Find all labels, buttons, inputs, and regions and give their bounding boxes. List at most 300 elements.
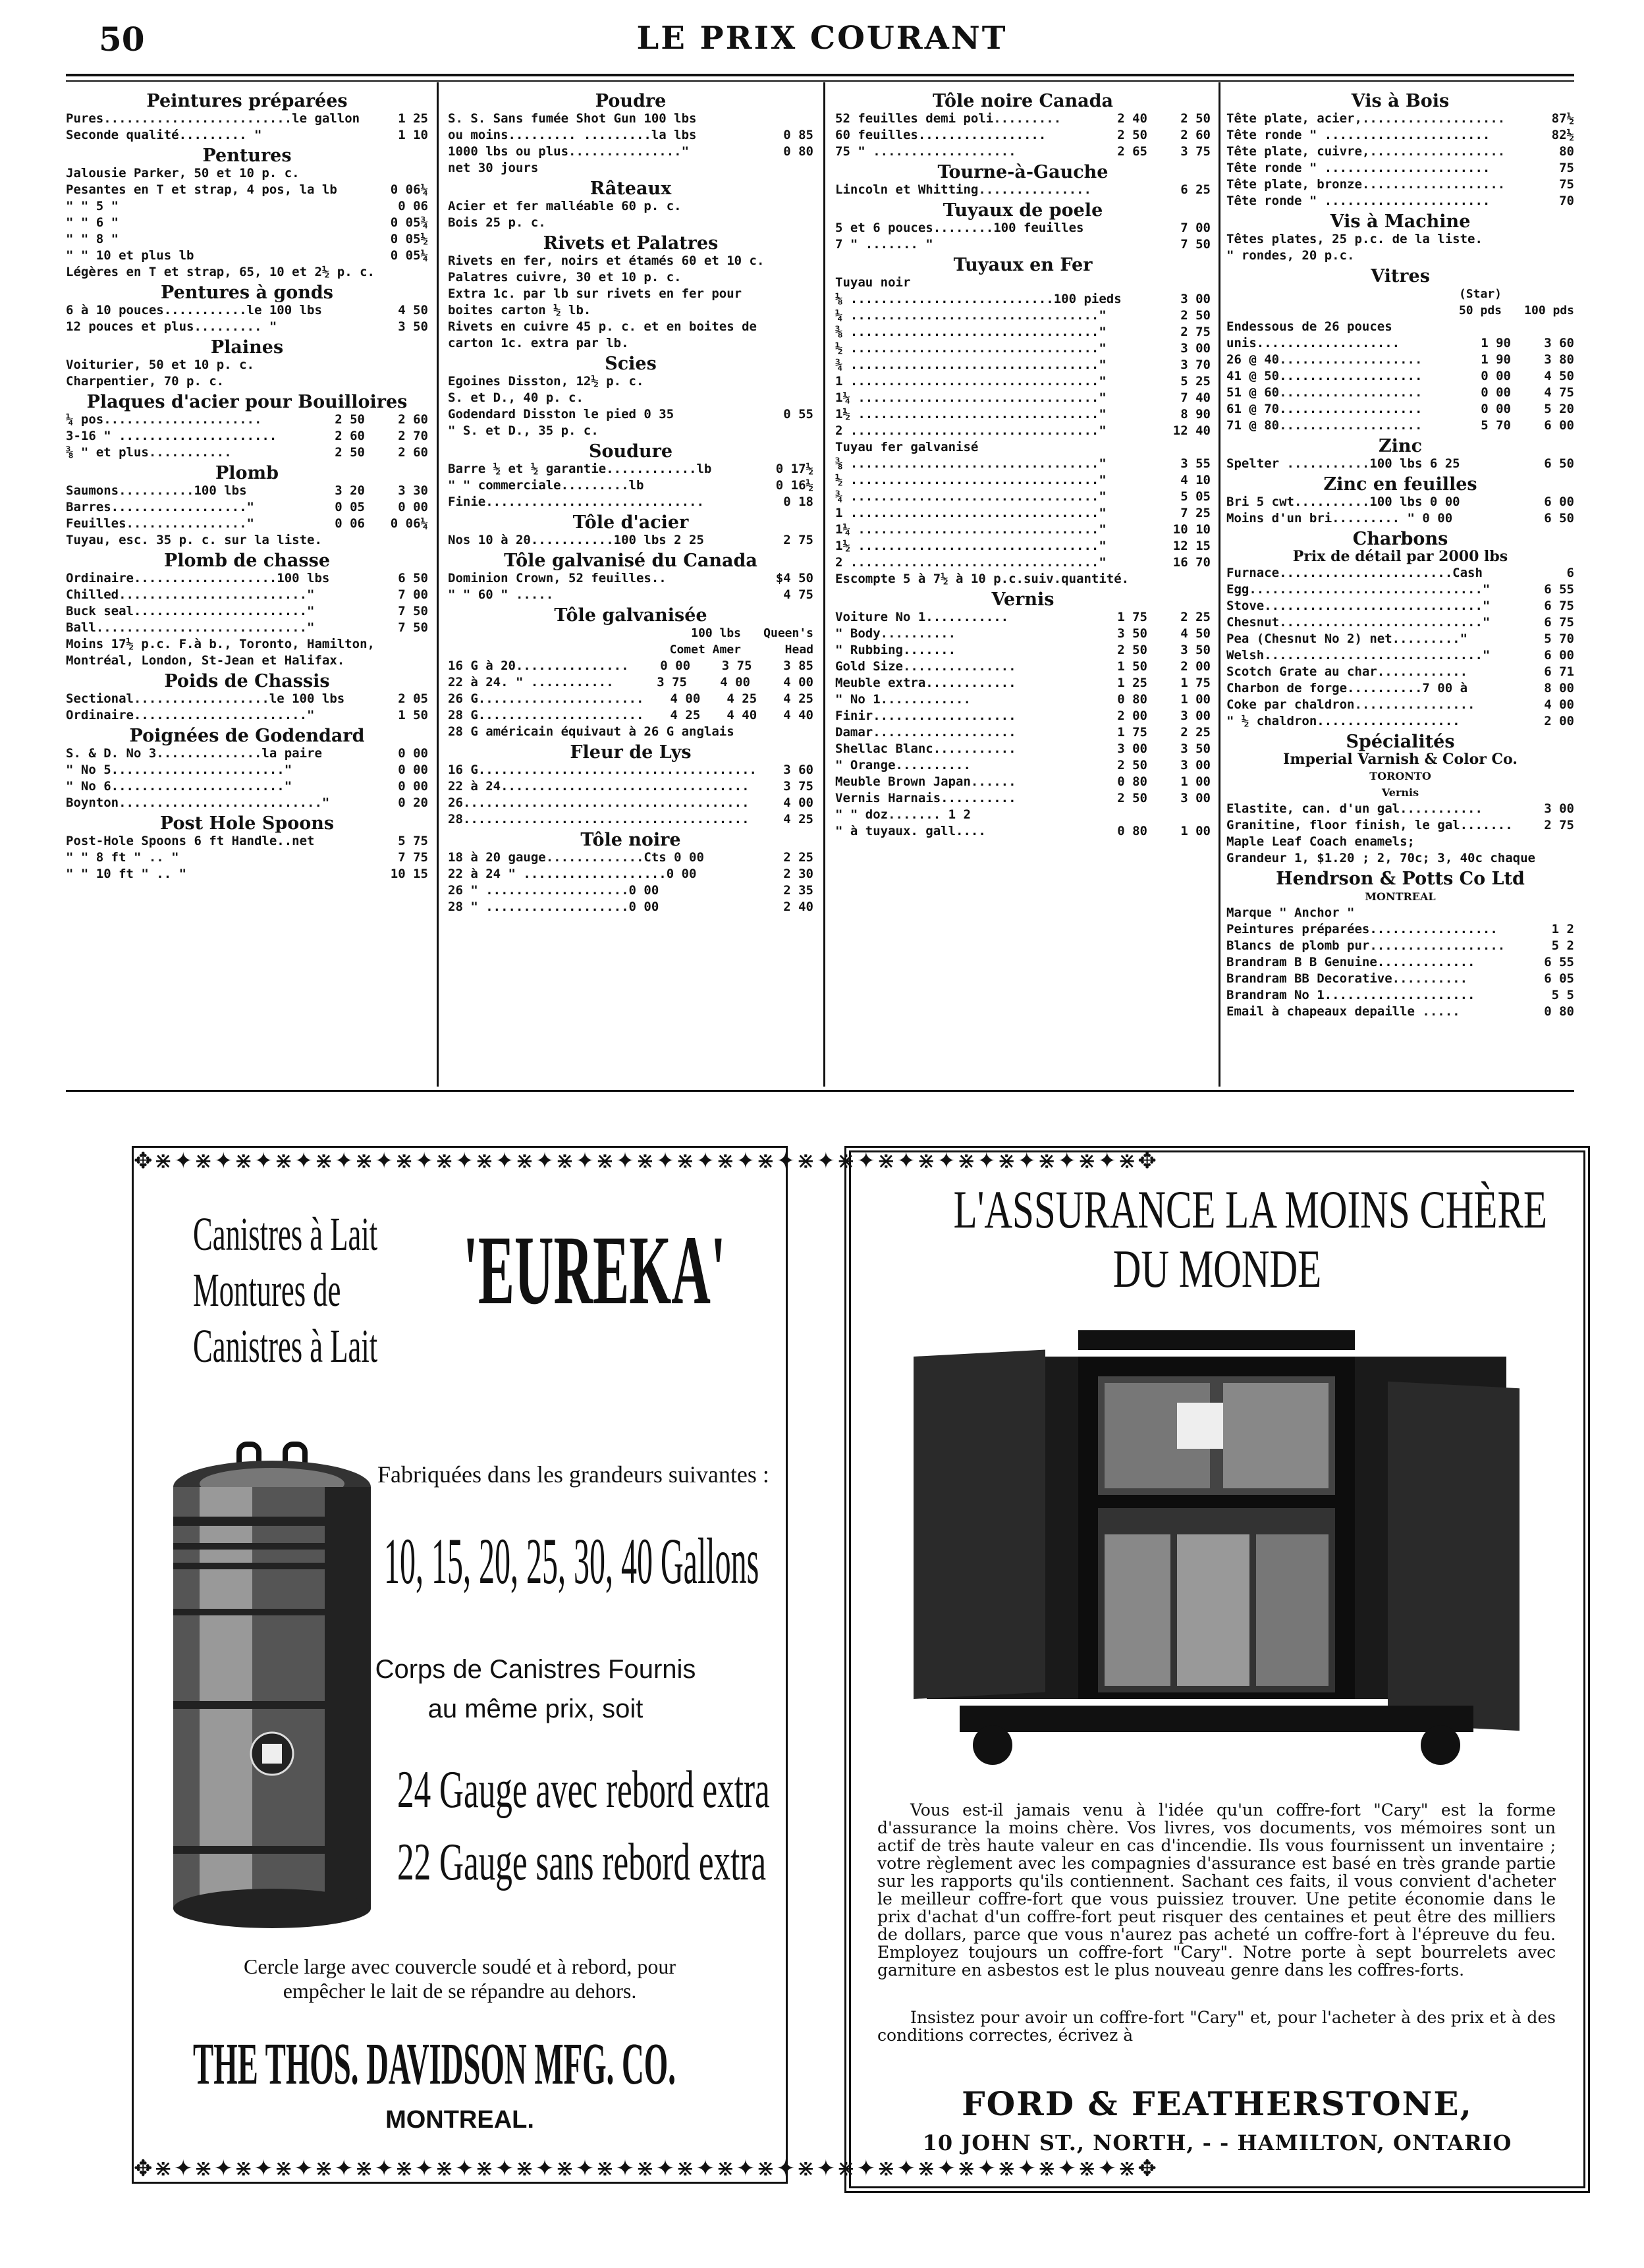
item-price: 3 00: [1180, 292, 1211, 306]
price-row: [448, 658, 813, 674]
item-price: 4 00: [783, 675, 813, 689]
item-price: 2 50: [1117, 643, 1147, 657]
price-row: [1226, 834, 1574, 850]
item-label: net 30 jours: [448, 161, 539, 175]
item-price: 2 50: [1117, 128, 1147, 142]
price-row: [66, 778, 428, 795]
item-label: Tuyau fer galvanisé: [835, 440, 979, 454]
item-price: 0 17½: [775, 462, 813, 476]
price-column-3: [835, 89, 1211, 840]
corps-text-2: au même prix, soit: [427, 1694, 644, 1723]
item-label: 51 @ 60...................: [1226, 385, 1423, 400]
price-row: [66, 532, 428, 549]
price-row: [448, 724, 813, 740]
item-price: 2 75: [1544, 818, 1574, 832]
price-row: [448, 319, 813, 335]
ad-body: Vous est-il jamais venu à l'idée qu'un coffre-fort "Cary" est la forme d'assurance la moins chère. Vos livres, vos documents, vos mémoires sont un actif de très haute valeur en cas d'incendie. Ils vous fournissent un inventaire ; votre règlement avec les compagnies d'assurance est basé en très grande partie sur les rapports qu'ils contiennent. Sachant ces faits, il vous convient d'acheter le meilleur coffre-fort que vous puissiez trouver. Une petite économie dans le prix d'achat d'un coffre-fort peut risquer des centaines et peut être des milliers de dollars, parce que vous n'aurez pas acheté un coffre-fort à l'épreuve du feu. Employez toujours un coffre-fort "Cary". Notre porte à sept bourrelets avec garniture en asbestos est le plus nouveau genre dans les coffres-forts.: [877, 1800, 1556, 1980]
price-row: [835, 708, 1211, 724]
item-price: 0 06: [398, 199, 428, 213]
price-row: [1226, 954, 1574, 971]
price-row: [448, 866, 813, 882]
price-row: [835, 538, 1211, 554]
item-label: " No 5.......................": [66, 763, 292, 777]
item-label: 2 .................................": [835, 555, 1107, 570]
price-row: [66, 182, 428, 198]
section-title: Pentures: [202, 146, 292, 166]
item-label: Charpentier, 70 p. c.: [66, 374, 225, 389]
item-label: " " 8 ": [66, 232, 119, 246]
price-row: [1226, 193, 1574, 209]
item-label: Tête plate, acier,...................: [1226, 111, 1506, 126]
item-label: Pures.........................le gallon: [66, 111, 360, 126]
price-row: [448, 373, 813, 390]
price-row: [1226, 713, 1574, 730]
page-title: LE PRIX COURANT: [636, 20, 1008, 57]
header-rule: [66, 74, 1574, 76]
item-label: 12 pouces et plus......... ": [66, 319, 277, 334]
price-row: [835, 774, 1211, 790]
sizes-text: 10, 15, 20, 25, 30, 40 Gallons: [384, 1525, 759, 1598]
price-row: [448, 532, 813, 549]
item-price: 6 55: [1544, 582, 1574, 597]
section-title: Peintures préparées: [146, 91, 348, 111]
item-label: " Orange..........: [835, 758, 971, 772]
section-title: Vis à Machine: [1330, 211, 1471, 232]
item-label: Damar...................: [835, 725, 1016, 740]
item-price: 1 10: [398, 128, 428, 142]
item-price: 3 00: [1180, 341, 1211, 356]
section-subtitle: TORONTO: [1369, 770, 1431, 782]
item-label: Escompte 5 à 7½ à 10 p.c.suiv.quantité.: [835, 572, 1130, 586]
price-row: [835, 127, 1211, 144]
item-price: 6 55: [1544, 955, 1574, 969]
item-price: 5 25: [1180, 374, 1211, 389]
price-row: [1226, 385, 1574, 401]
price-row: [66, 866, 428, 882]
price-row: [835, 111, 1211, 127]
item-label: Email à chapeaux depaille .....: [1226, 1004, 1460, 1019]
item-label: " " 10 ft " .. ": [66, 867, 187, 881]
price-row: [448, 198, 813, 215]
item-label: 1½ ................................": [835, 407, 1107, 421]
item-label: Jalousie Parker, 50 et 10 p. c.: [66, 166, 300, 180]
item-price: 8 90: [1180, 407, 1211, 421]
item-label: Marque " Anchor ": [1226, 905, 1355, 920]
item-label: " No 6.......................": [66, 779, 292, 794]
price-row: [835, 406, 1211, 423]
item-price: 2 50: [335, 412, 365, 427]
price-row: [835, 390, 1211, 406]
item-label: Blancs de plomb pur..................: [1226, 938, 1506, 953]
item-price: 3 80: [1544, 352, 1574, 367]
item-label: Légères en T et strap, 65, 10 et 2½ p. c.: [66, 265, 375, 279]
price-row: [1226, 335, 1574, 352]
price-row: [835, 489, 1211, 505]
price-row: [835, 554, 1211, 571]
page-number: 50: [99, 20, 145, 59]
item-price: 4 25: [783, 691, 813, 706]
item-price: 1 75: [1117, 610, 1147, 624]
item-label: Meuble Brown Japan......: [835, 774, 1016, 789]
item-label: unis...................: [1226, 336, 1400, 350]
item-label: Finie.............................: [448, 495, 704, 509]
item-price: 2 65: [1117, 144, 1147, 159]
item-price: 3 60: [783, 763, 813, 777]
item-price: 6 25: [1180, 182, 1211, 197]
ad-body-insist: Insistez pour avoir un coffre-fort "Cary" et, pour l'acheter à des prix et à des conditions correctes, écrivez à: [877, 2008, 1556, 2045]
price-row: [66, 264, 428, 281]
item-price: 5 70: [1544, 632, 1574, 646]
item-label: Scotch Grate au char............: [1226, 664, 1468, 679]
item-label: " S. et D., 35 p. c.: [448, 423, 599, 438]
column-header-cell: 50 pds: [1458, 304, 1502, 317]
item-label: Tête ronde " ......................: [1226, 161, 1491, 175]
canister-line3: Canistres à Lait: [193, 1320, 378, 1372]
item-label: ⅜ " et plus...........: [66, 445, 232, 460]
section-title: Post Hole Spoons: [159, 813, 335, 834]
item-label: Welsh.............................": [1226, 648, 1491, 662]
price-row: [448, 253, 813, 269]
price-row: [1226, 127, 1574, 144]
item-label: 1¼ ................................": [835, 522, 1107, 537]
price-row: [66, 231, 428, 248]
item-label: 60 feuilles.................: [835, 128, 1047, 142]
item-price: [1448, 319, 1511, 335]
item-price: 2 60: [398, 445, 428, 460]
price-row: [448, 269, 813, 286]
item-price: 4 25: [783, 812, 813, 826]
item-label: Brandram No 1....................: [1226, 988, 1475, 1002]
price-column-2: [448, 89, 813, 915]
item-label: Charbon de forge..........7 00 à: [1226, 681, 1468, 695]
price-row: [1226, 144, 1574, 160]
item-label: " Body..........: [835, 626, 956, 641]
price-row: [1226, 456, 1574, 472]
item-label: ¼ pos.....................: [66, 412, 262, 427]
item-label: ⅛ ...........................100 pieds: [835, 292, 1122, 306]
section-title: Tuyaux de poele: [943, 200, 1103, 221]
item-label: Finir...................: [835, 709, 1016, 723]
ad-title-line2: DU MONDE: [1112, 1239, 1322, 1299]
item-label: Chesnut...........................": [1226, 615, 1491, 630]
item-price: 1 25: [398, 111, 428, 126]
price-row: [1226, 647, 1574, 664]
item-label: Tuyau, esc. 35 p. c. sur la liste.: [66, 533, 322, 547]
item-price: 6 75: [1544, 599, 1574, 613]
item-label: S. & D. No 3..............la paire: [66, 746, 322, 761]
item-label: Egoines Disston, 12½ p. c.: [448, 374, 644, 389]
section-title: Zinc en feuilles: [1323, 474, 1477, 495]
price-row: [66, 127, 428, 144]
item-price: 2 35: [783, 883, 813, 898]
price-row: [835, 291, 1211, 308]
item-label: " à tuyaux. gall....: [835, 824, 986, 838]
item-label: 2 .................................": [835, 423, 1107, 438]
price-row: [835, 220, 1211, 236]
item-price: 3 50: [1180, 643, 1211, 657]
item-label: 1 .................................": [835, 506, 1107, 520]
column-header: [448, 641, 813, 658]
item-price: 0 20: [398, 796, 428, 810]
price-row: [1226, 319, 1574, 335]
item-label: " No 1............: [835, 692, 971, 707]
item-price: 0 55: [783, 407, 813, 421]
gauge-24-text: 24 Gauge avec rebord extra: [397, 1761, 770, 1819]
item-label: Barres..................": [66, 500, 254, 514]
item-label: 22 à 24. " ...........: [448, 675, 614, 689]
item-price: 6 00: [1544, 418, 1574, 433]
item-price: 2 75: [783, 533, 813, 547]
price-row: [66, 483, 428, 499]
item-price: 70: [1559, 194, 1574, 208]
item-price: 2 00: [1544, 714, 1574, 728]
item-label: 3-16 " .....................: [66, 429, 277, 443]
price-row: [1226, 905, 1574, 921]
item-label: S. et D., 40 p. c.: [448, 391, 584, 405]
item-price: 2 30: [783, 867, 813, 881]
price-row: [448, 335, 813, 352]
item-label: S. S. Sans fumée Shot Gun 100 lbs: [448, 111, 697, 126]
item-label: " " 60 " .....: [448, 587, 554, 602]
item-price: 82½: [1551, 128, 1574, 142]
item-price: 7 00: [398, 587, 428, 602]
item-label: Moins 17½ p.c. F.à b., Toronto, Hamilton,: [66, 637, 375, 651]
canister-line1: Canistres à Lait: [193, 1208, 378, 1260]
price-row: [835, 236, 1211, 253]
item-price: 0 06¼: [390, 516, 428, 531]
price-row: [1226, 614, 1574, 631]
price-row: [1226, 368, 1574, 385]
price-row: [66, 248, 428, 264]
price-row: [835, 472, 1211, 489]
price-row: [448, 778, 813, 795]
item-price: 0 80: [783, 144, 813, 159]
price-row: [835, 675, 1211, 691]
item-price: 1 25: [1117, 676, 1147, 690]
item-price: 4 50: [1544, 369, 1574, 383]
item-price: 5 70: [1481, 418, 1511, 433]
item-price: 2 50: [335, 445, 365, 460]
item-price: 2 50: [1117, 791, 1147, 805]
price-row: [835, 642, 1211, 659]
item-label: Boynton...........................": [66, 796, 330, 810]
price-row: [1226, 160, 1574, 176]
price-row: [835, 626, 1211, 642]
price-row: [66, 620, 428, 636]
item-label: " " 8 ft " .. ": [66, 850, 179, 865]
section-title: Soudure: [588, 441, 673, 462]
item-price: 80: [1559, 144, 1574, 159]
item-price: 0 06: [335, 516, 365, 531]
item-price: 3 30: [398, 483, 428, 498]
price-row: [1226, 817, 1574, 834]
item-price: 1 90: [1481, 352, 1511, 367]
column-header: [448, 625, 813, 641]
item-label: 1¼ ................................": [835, 391, 1107, 405]
item-label: " rondes, 20 p.c.: [1226, 248, 1355, 263]
item-price: 7 50: [398, 620, 428, 635]
item-price: 3 75: [1180, 144, 1211, 159]
price-row: [1226, 111, 1574, 127]
item-label: 26 @ 40...................: [1226, 352, 1423, 367]
price-row: [835, 741, 1211, 757]
section-title: Tourne-à-Gauche: [937, 162, 1109, 182]
price-row: [835, 790, 1211, 807]
item-label: 7 " ....... ": [835, 237, 933, 252]
price-row: [448, 215, 813, 231]
price-row: [1226, 850, 1574, 867]
section-title: Poignées de Godendard: [129, 726, 365, 746]
item-label: Extra 1c. par lb sur rivets en fer pour: [448, 286, 742, 301]
section-title: Hendrson & Potts Co Ltd: [1276, 869, 1525, 889]
section-title: Plaines: [210, 337, 284, 358]
item-price: 3 75: [657, 675, 687, 689]
section-title: Fleur de Lys: [570, 742, 692, 763]
item-label: Maple Leaf Coach enamels;: [1226, 834, 1415, 849]
price-row: [66, 198, 428, 215]
section-title: Tôle noire Canada: [932, 91, 1114, 111]
price-row: [835, 340, 1211, 357]
item-price: 0 80: [1544, 1004, 1574, 1019]
item-label: Tête ronde " ......................: [1226, 128, 1491, 142]
price-row: [66, 587, 428, 603]
item-label: 52 feuilles demi poli.........: [835, 111, 1062, 126]
item-price: 3 50: [1117, 626, 1147, 641]
price-row: [835, 571, 1211, 587]
price-row: [1226, 801, 1574, 817]
item-label: ½ .................................": [835, 473, 1107, 487]
item-price: 3 20: [335, 483, 365, 498]
price-row: [1226, 231, 1574, 248]
price-row: [1226, 697, 1574, 713]
item-price: 0 06¼: [390, 182, 428, 197]
item-label: Nos 10 à 20...........100 lbs 2 25: [448, 533, 704, 547]
price-row: [835, 807, 1211, 823]
item-label: 61 @ 70...................: [1226, 402, 1423, 416]
price-row: [448, 127, 813, 144]
price-row: [1226, 565, 1574, 581]
item-label: Moins d'un bri......... " 0 00: [1226, 511, 1453, 526]
column-header-cell: [1502, 286, 1574, 302]
item-price: 0 85: [783, 128, 813, 142]
item-label: 75 " ...................: [835, 144, 1016, 159]
price-row: [1226, 971, 1574, 987]
item-label: ⅜ .................................": [835, 456, 1107, 471]
price-row: [835, 757, 1211, 774]
item-price: 0 80: [1117, 824, 1147, 838]
price-column-4: [1226, 89, 1574, 1020]
item-price: 0 16½: [775, 478, 813, 493]
price-row: [66, 636, 428, 653]
price-row: [835, 275, 1211, 291]
item-price: 10 15: [390, 867, 428, 881]
item-label: Grandeur 1, $1.20 ; 2, 70c; 3, 40c chaque: [1226, 851, 1535, 865]
cary-safe-advertisement: [844, 1146, 1590, 2193]
safe-illustration: [914, 1317, 1520, 1778]
item-price: 2 25: [783, 850, 813, 865]
ornament-border-top: ✥⋇✦⋇✦⋇✦⋇✦⋇✦⋇✦⋇✦⋇✦⋇✦⋇✦⋇✦⋇✦⋇✦⋇✦⋇✦⋇✦⋇✦⋇✦⋇✦⋇✦⋇✦⋇✦⋇✦⋇✦⋇✥: [134, 1148, 1158, 1174]
item-price: 0 80: [1117, 692, 1147, 707]
section-title: Poudre: [595, 91, 667, 111]
item-price: 2 50: [1180, 308, 1211, 323]
item-price: 2 40: [783, 900, 813, 914]
price-row: [448, 406, 813, 423]
price-row: [448, 587, 813, 603]
column-header-cell: Comet Amer: [669, 643, 741, 657]
column-header-cell: 100 lbs: [691, 626, 741, 640]
section-title: Tuyaux en Fer: [953, 255, 1093, 275]
column-divider: [1219, 82, 1220, 1087]
item-label: 6 à 10 pouces...........le 100 lbs: [66, 303, 322, 317]
item-price: 3 00: [1180, 709, 1211, 723]
price-row: [66, 850, 428, 866]
item-price: 0 18: [783, 495, 813, 509]
eureka-brand: 'EUREKA': [463, 1216, 726, 1325]
column-header-cell: [448, 641, 669, 658]
item-label: Shellac Blanc...........: [835, 742, 1016, 756]
company-name: THE THOS. DAVIDSON MFG. CO.: [193, 2032, 676, 2097]
item-price: 4 40: [783, 708, 813, 722]
section-title: Zinc: [1378, 436, 1423, 456]
column-divider: [823, 82, 825, 1087]
price-row: [66, 373, 428, 390]
item-price: 3 50: [1180, 742, 1211, 756]
item-price: 4 10: [1180, 473, 1211, 487]
price-row: [448, 390, 813, 406]
item-price: 6 50: [398, 571, 428, 585]
item-price: 5 2: [1551, 938, 1574, 953]
item-price: 5 05: [1180, 489, 1211, 504]
item-price: 0 05½: [390, 232, 428, 246]
column-header: [1226, 302, 1574, 319]
price-row: [448, 286, 813, 302]
item-label: 28 " ...................0 00: [448, 900, 659, 914]
item-price: 4 25: [726, 691, 757, 706]
fabriquees-text: Fabriquées dans les grandeurs suivantes :: [377, 1461, 769, 1488]
item-price: 1 90: [1481, 336, 1511, 350]
item-price: 0 05¾: [390, 215, 428, 230]
item-label: Voiturier, 50 et 10 p. c.: [66, 358, 254, 372]
ad-title-line1: L'ASSURANCE LA MOINS CHÈRE: [953, 1179, 1547, 1239]
item-price: 2 25: [1180, 725, 1211, 740]
price-row: [448, 302, 813, 319]
item-label: Têtes plates, 25 p.c. de la liste.: [1226, 232, 1483, 246]
column-header-cell: 100 pds: [1524, 304, 1574, 317]
price-row: [1226, 1004, 1574, 1020]
price-row: [448, 795, 813, 811]
item-price: 3 70: [1180, 358, 1211, 372]
item-price: 2 50: [1180, 111, 1211, 126]
column-divider: [437, 82, 439, 1087]
price-row: [835, 439, 1211, 456]
item-price: 3 00: [1180, 791, 1211, 805]
price-row: [66, 357, 428, 373]
section-title: Plomb: [215, 463, 279, 483]
item-label: 26 G......................: [448, 691, 644, 706]
section-title: Plomb de chasse: [163, 551, 331, 571]
item-label: Peintures préparées.................: [1226, 922, 1498, 936]
item-label: Lincoln et Whitting...............: [835, 182, 1091, 197]
item-price: 4 40: [726, 708, 757, 722]
price-row: [1226, 938, 1574, 954]
price-row: [448, 423, 813, 439]
price-row: [66, 319, 428, 335]
item-price: 4 00: [670, 691, 701, 706]
column-header-cell: (Star): [1458, 287, 1502, 301]
price-row: [835, 182, 1211, 198]
item-price: 7 50: [1180, 237, 1211, 252]
item-label: Chilled.........................": [66, 587, 315, 602]
